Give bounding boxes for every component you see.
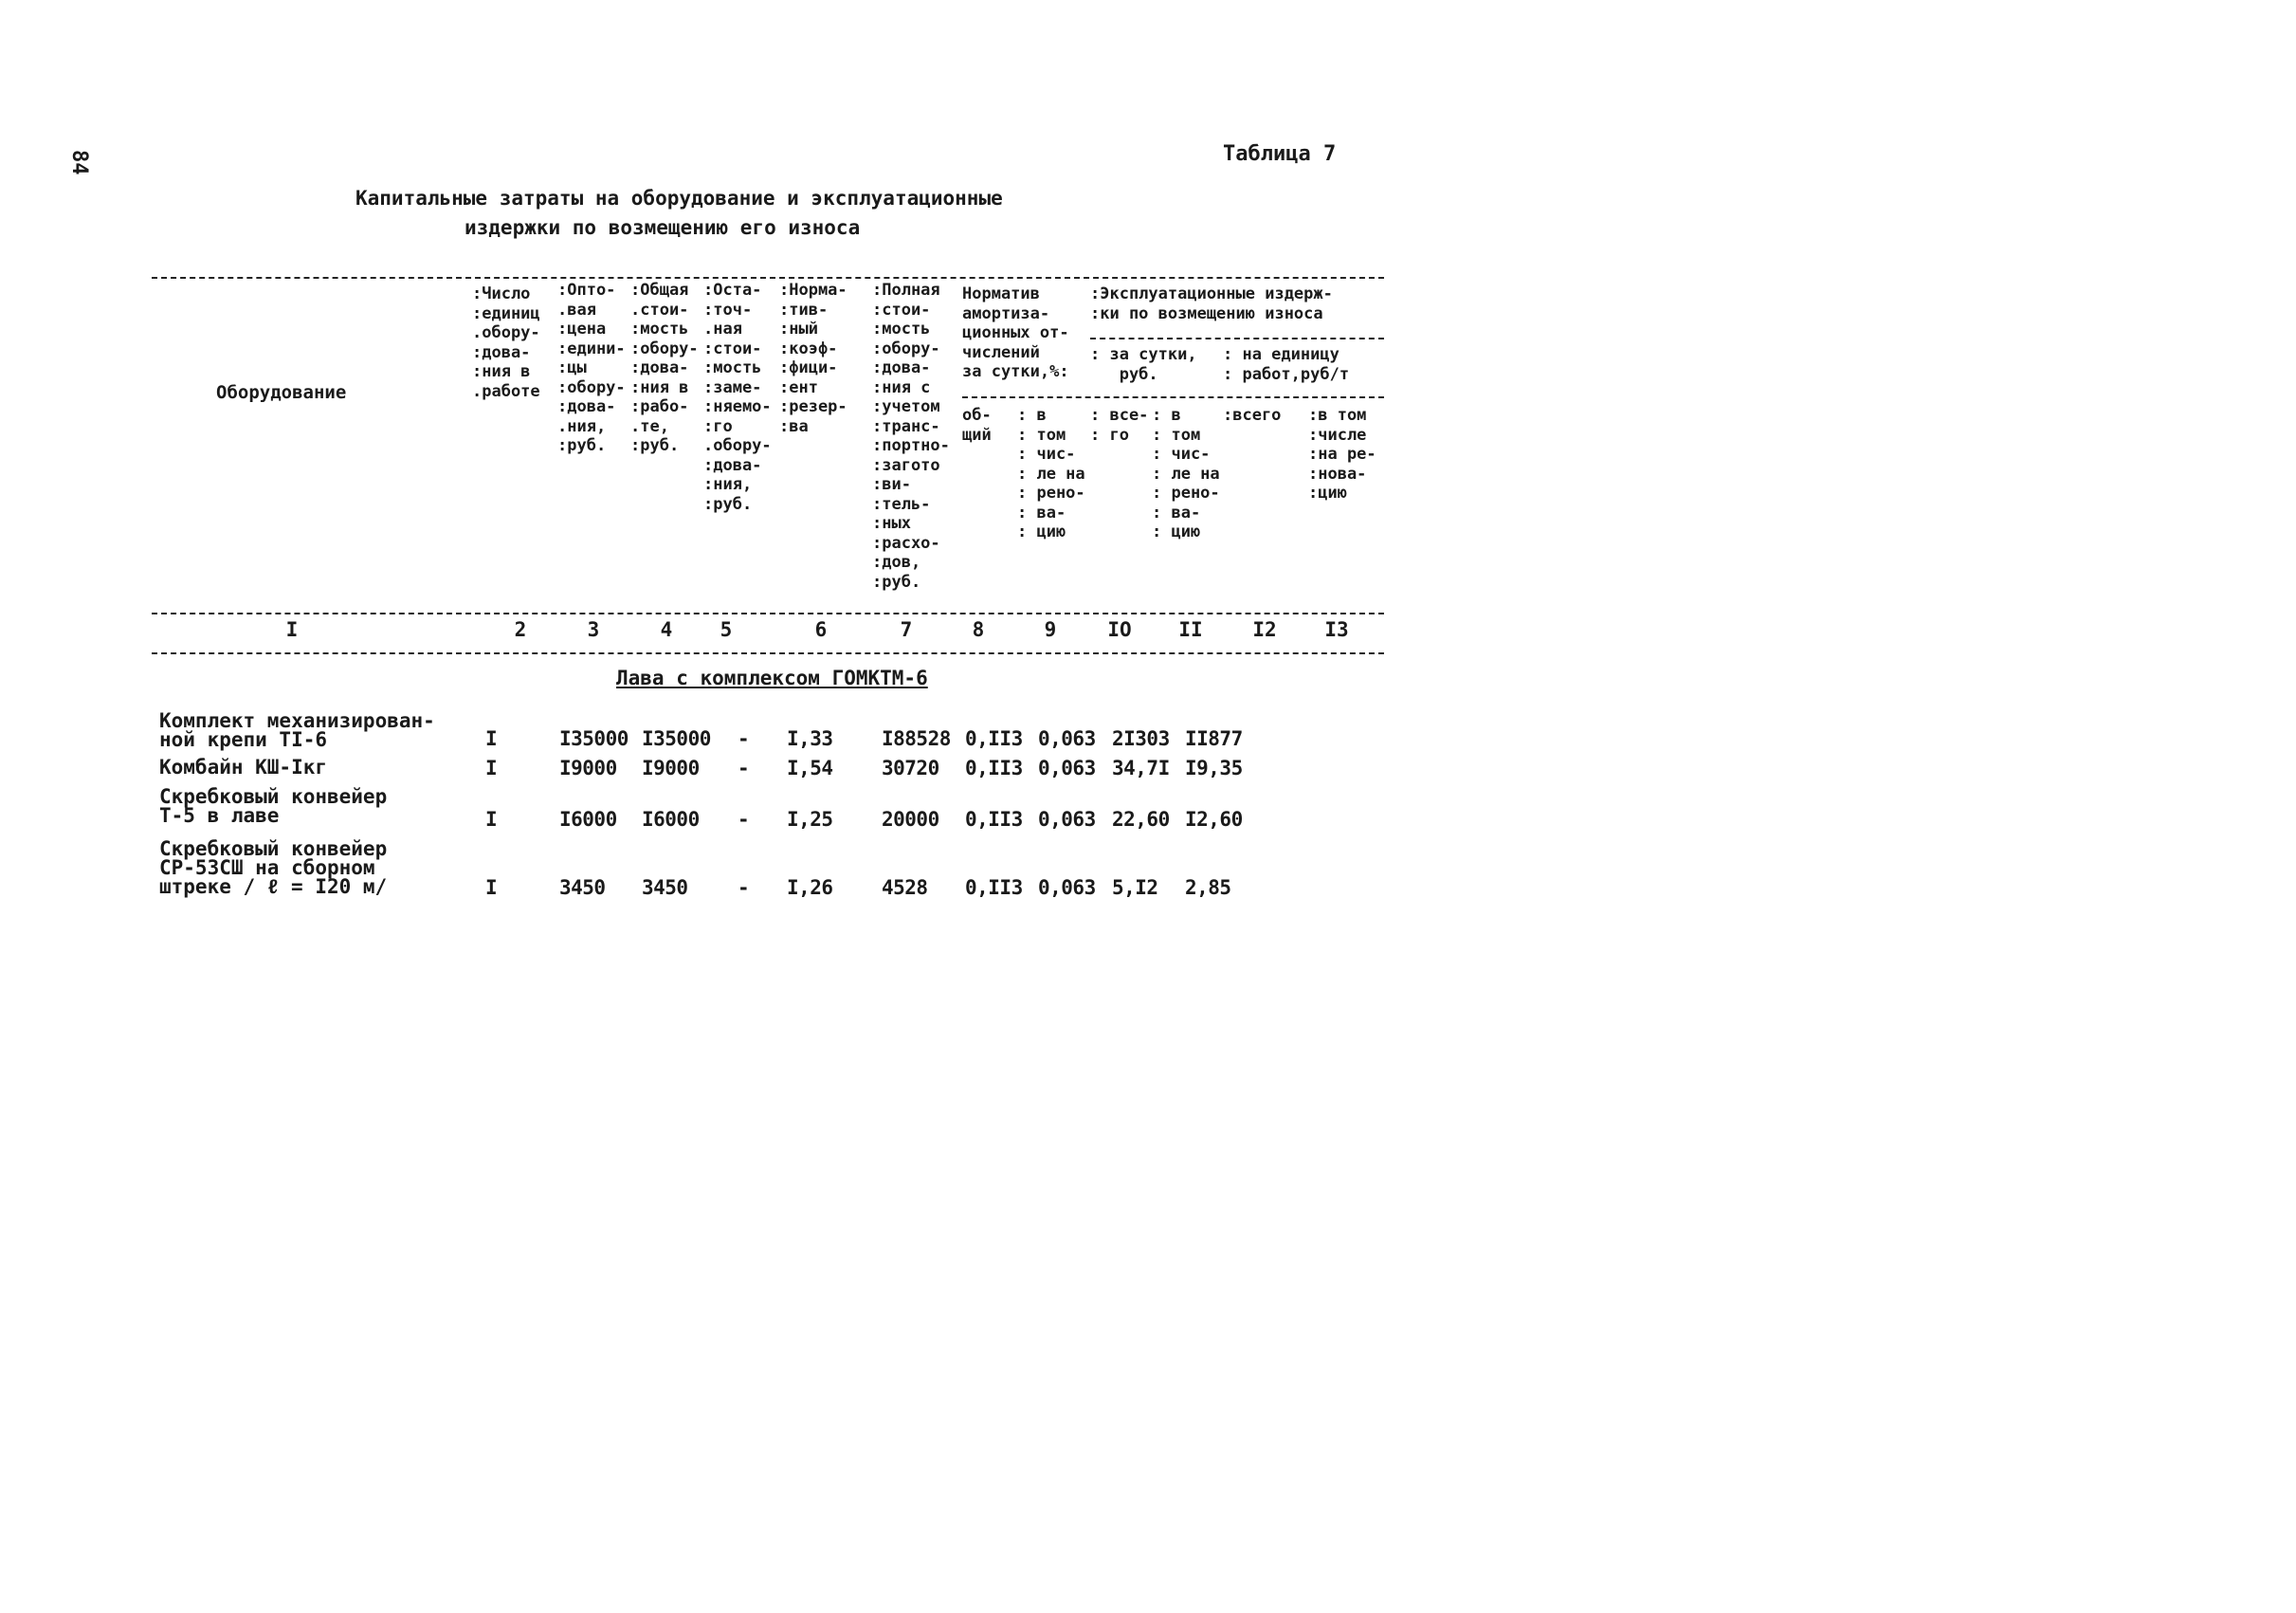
row-residual-cost: - (738, 757, 750, 779)
row-per-day-total: 34,7I (1112, 757, 1170, 779)
row-per-day-renovation: I2,60 (1185, 808, 1243, 831)
page-number: 84 (67, 150, 91, 175)
table-top-rule (152, 277, 1384, 279)
row-amort-total: 0,II3 (965, 757, 1023, 779)
header-per-unit-renovation: :в том :числе :на ре- :нова- :цию (1308, 406, 1376, 503)
header-bottom-rule (152, 613, 1384, 614)
header-amort-renovation: : в : том : чис- : ле на : рено- : ва- : цию (1017, 406, 1085, 541)
header-per-unit-total: :всего (1223, 406, 1282, 425)
row-per-day-renovation: II877 (1185, 727, 1243, 750)
table-title-line-2: издержки по возмещению его износа (465, 216, 861, 239)
header-per-day-total: : все- : го (1090, 406, 1149, 445)
header-rule-subcolumns (962, 396, 1384, 398)
row-amort-total: 0,II3 (965, 808, 1023, 831)
row-amort-total: 0,II3 (965, 727, 1023, 750)
header-per-unit-group: : на единицу : работ,руб/т (1223, 345, 1350, 384)
row-units: I (485, 727, 498, 750)
row-equipment-name: Комбайн КШ-Iкг (159, 756, 328, 779)
row-per-day-total: 5,I2 (1112, 876, 1158, 899)
column-number: I (285, 618, 299, 641)
row-residual-cost: - (738, 727, 750, 750)
row-wholesale-price: I9000 (559, 757, 617, 779)
row-residual-cost: - (738, 876, 750, 899)
row-amort-renovation: 0,063 (1038, 808, 1096, 831)
row-full-cost: 4528 (882, 876, 928, 899)
header-operating-costs-group: :Эксплуатационные издерж- :ки по возмещению износа (1090, 284, 1333, 323)
section-title: Лава с комплексом ГОМКТМ-6 (616, 667, 928, 689)
row-equipment-name: Комплект механизирован- ной крепи TI-6 (159, 709, 435, 751)
column-number: 7 (900, 618, 913, 641)
column-number: 8 (972, 618, 985, 641)
header-reserve-coefficient: :Норма- :тив- :ный :коэф- :фици- :ент :резер- :ва (779, 281, 847, 436)
row-units: I (485, 757, 498, 779)
header-per-day-group: : за сутки, руб. (1090, 345, 1197, 384)
row-equipment-name: Скребковый конвейер СР-53СШ на сборном штреке / ℓ = I20 м/ (159, 837, 388, 898)
header-wholesale-price: :Опто- .вая :цена :едини- :цы :обору- :дова- .ния, :руб. (557, 281, 626, 455)
row-residual-cost: - (738, 808, 750, 831)
row-wholesale-price: 3450 (559, 876, 606, 899)
row-units: I (485, 808, 498, 831)
row-total-cost: I6000 (642, 808, 700, 831)
column-number: 9 (1044, 618, 1057, 641)
row-equipment-name: Скребковый конвейер Т-5 в лаве (159, 785, 388, 827)
row-wholesale-price: I35000 (559, 727, 629, 750)
row-full-cost: 30720 (882, 757, 939, 779)
row-amort-total: 0,II3 (965, 876, 1023, 899)
header-per-day-renovation: : в : том : чис- : ле на : рено- : ва- : цию (1152, 406, 1220, 541)
header-amortization-group: Норматив амортиза- ционных от- числений за сутки,%: (962, 284, 1069, 381)
row-reserve-coefficient: I,26 (787, 876, 833, 899)
column-number: 6 (814, 618, 828, 641)
row-reserve-coefficient: I,54 (787, 757, 833, 779)
column-number: 4 (660, 618, 673, 641)
header-residual-cost: :Оста- :точ- .ная :стои- :мость :заме- :няемо- :го .обору- :дова- :ния, :руб. (703, 281, 772, 514)
row-units: I (485, 876, 498, 899)
header-rule-operating (1090, 338, 1384, 339)
header-full-cost: :Полная :стои- :мость :обору- :дова- :ния с :учетом :транс- :портно- :загото :ви- :тель- :ных :расхо- :дов, :руб. (872, 281, 950, 592)
table-title-line-1: Капитальные затраты на оборудование и эксплуатационные (355, 187, 1003, 210)
row-amort-renovation: 0,063 (1038, 757, 1096, 779)
row-full-cost: I88528 (882, 727, 951, 750)
row-reserve-coefficient: I,25 (787, 808, 833, 831)
row-per-day-renovation: I9,35 (1185, 757, 1243, 779)
row-total-cost: I9000 (642, 757, 700, 779)
column-number: IO (1107, 618, 1132, 641)
column-numbers-bottom-rule (152, 652, 1384, 654)
row-amort-renovation: 0,063 (1038, 876, 1096, 899)
row-amort-renovation: 0,063 (1038, 727, 1096, 750)
row-per-day-renovation: 2,85 (1185, 876, 1231, 899)
row-total-cost: I35000 (642, 727, 711, 750)
header-amort-total: об- щий (962, 406, 992, 445)
column-number: 2 (514, 618, 527, 641)
row-per-day-total: 2I303 (1112, 727, 1170, 750)
header-total-cost: :Общая .стои- :мость :обору- :дова- :ния в :рабо- .те, :руб. (630, 281, 699, 455)
header-equipment: Оборудование (216, 382, 347, 403)
row-total-cost: 3450 (642, 876, 688, 899)
row-full-cost: 20000 (882, 808, 939, 831)
column-number: I2 (1252, 618, 1277, 641)
row-wholesale-price: I6000 (559, 808, 617, 831)
header-units-in-work: :Число :единиц .обору- :дова- :ния в .работе (472, 284, 540, 401)
column-number: 5 (720, 618, 733, 641)
column-number: I3 (1324, 618, 1349, 641)
column-number: II (1178, 618, 1203, 641)
row-per-day-total: 22,60 (1112, 808, 1170, 831)
column-number: 3 (587, 618, 600, 641)
row-reserve-coefficient: I,33 (787, 727, 833, 750)
table-label: Таблица 7 (1223, 142, 1337, 166)
